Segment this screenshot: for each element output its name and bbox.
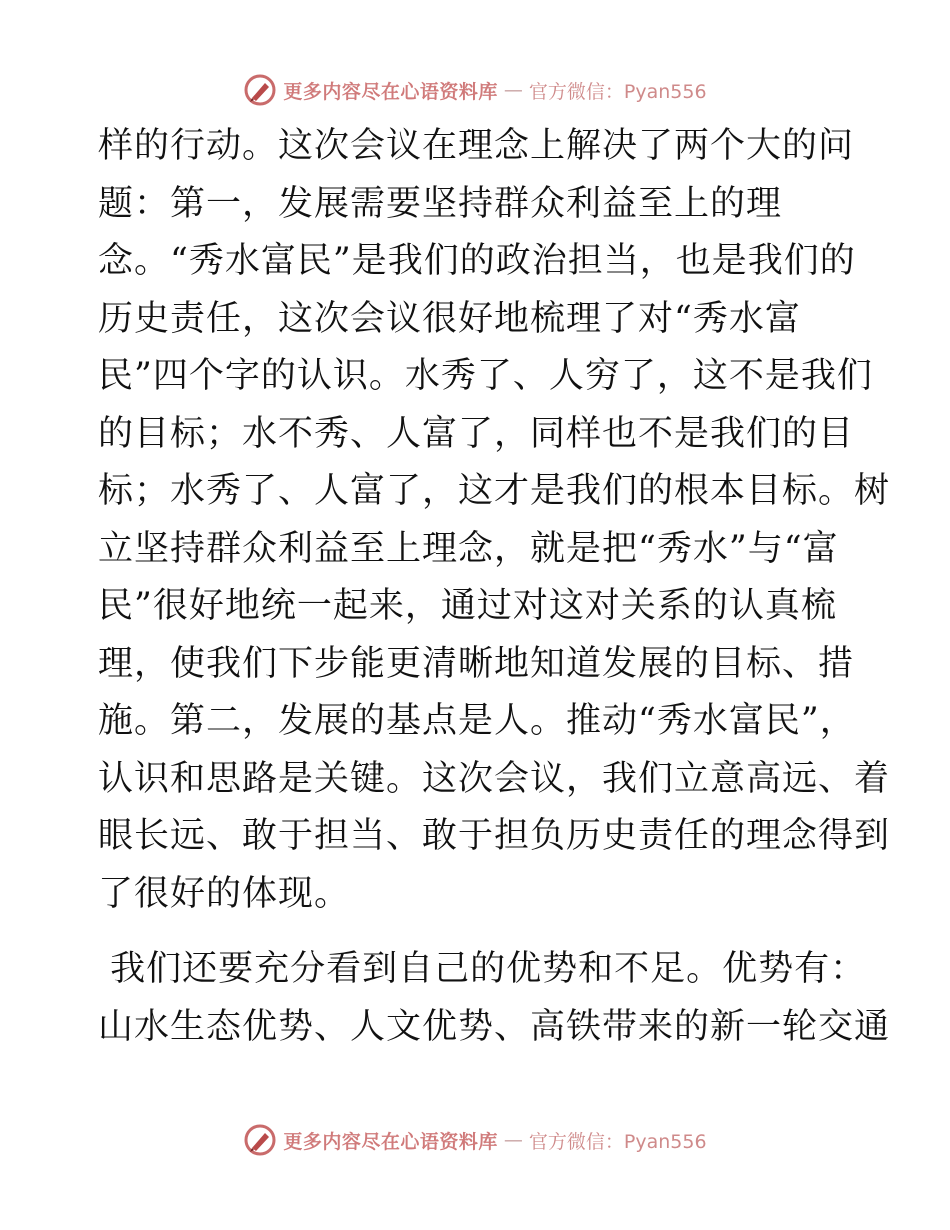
watermark-contact-text: 官方微信：Pyan556 [528,1130,707,1153]
text-line: 施。第二，发展的基点是人。推动“秀水富民”， [98,701,856,741]
text-line: 民”很好地统一起来，通过对这对关系的认真梳 [98,586,837,626]
text-line: 题：第一，发展需要坚持群众利益至上的理 [98,183,783,224]
text-line: 理，使我们下步能更清晰地知道发展的目标、措 [98,643,855,684]
text-line: 了很好的体现。 [98,873,351,914]
text-line: 的目标；水不秀、人富了，同样也不是我们的目 [98,413,855,454]
text-line: 认识和思路是关键。这次会议，我们立意高远、着 [98,758,891,799]
text-line: 念。“秀水富民”是我们的政治担当，也是我们的 [98,241,856,281]
text-line: 民”四个字的认识。水秀了、人穷了，这不是我们 [98,356,873,396]
paragraph-gap [98,923,850,941]
watermark-brand-text: 更多内容尽在心语资料库 [283,80,498,103]
text-line: 眼长远、敢于担当、敢于担负历史责任的理念得到 [98,816,891,856]
text-line: 立坚持群众利益至上理念，就是把“秀水”与“富 [98,528,839,569]
watermark-brand-text: 更多内容尽在心语资料库 [283,1130,498,1153]
paragraph-1 [98,118,891,923]
text-line: 历史责任，这次会议很好地梳理了对“秀水富 [98,298,801,339]
header-watermark [0,70,950,110]
text-line: 我们还要充分看到自己的优势和不足。优势有： [98,949,867,989]
footer-watermark [0,1120,950,1160]
text-line: 山水生态优势、人文优势、高铁带来的新一轮交通 [98,1006,891,1047]
text-line: 样的行动。这次会议在理念上解决了两个大的问 [98,126,855,166]
document-body [98,118,891,1056]
watermark-separator: — [503,79,523,101]
watermark-contact-text: 官方微信：Pyan556 [528,80,707,103]
paragraph-2 [98,941,891,1056]
text-line: 标；水秀了、人富了，这才是我们的根本目标。树 [98,471,891,511]
pen-logo-icon [243,1123,277,1157]
watermark-separator: — [503,1129,523,1151]
pen-logo-icon [243,73,277,107]
